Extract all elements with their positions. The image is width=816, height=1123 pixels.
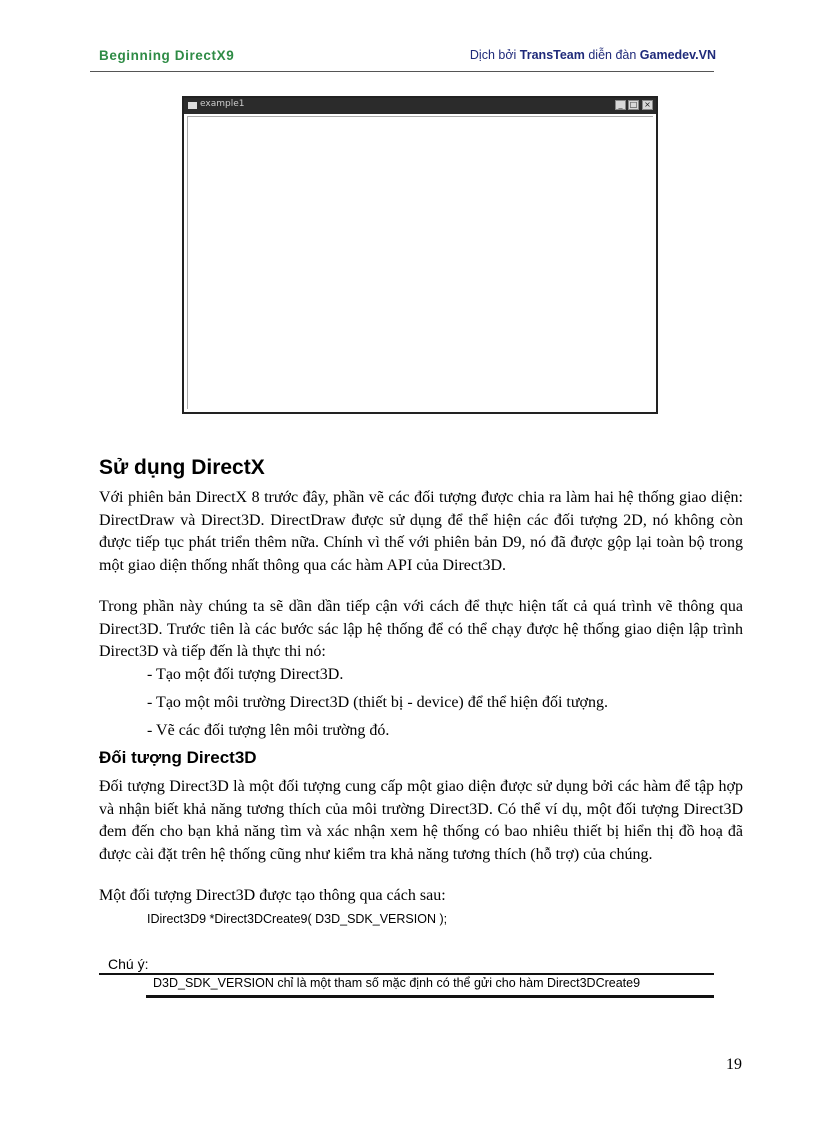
forum-prefix-text: diễn đàn [584,48,640,62]
note-text: D3D_SDK_VERSION chỉ là một tham số mặc định có thể gửi cho hàm Direct3DCreate9 [153,976,641,990]
window-client-area [187,116,653,409]
paragraph-create-object: Một đối tượng Direct3D được tạo thông qua cách sau: [99,887,446,904]
page-number: 19 [726,1056,742,1073]
book-title: Beginning DirectX9 [99,48,235,63]
forum-name: Gamedev.VN [639,48,716,62]
paragraph-direct3d-object: Đối tượng Direct3D là một đối tượng cung cấp một giao diện được sử dụng bởi các hàm để tập hợp và nhận biết khả năng tương thích của môi trường Direct3D. Có thể ví dụ, một đối tượng Direct3D đem đến cho bạn khả năng tìm và xác nhận xem hệ thống có bao nhiêu thiết bị hiển thị đồ hoạ đã được cài đặt trên hệ thống cũng như kiểm tra khả năng tương thích (hỗ trợ) của chúng. [99,778,743,863]
paragraph-approach: Trong phần này chúng ta sẽ dần dần tiếp cận với cách để thực hiện tất cả quá trình vẽ thông qua Direct3D. Trước tiên là các bước sác lập hệ thống để có thể chạy được hệ thống giao diện lập trình Direct3D và tiếp đến là thực thi nó: [99,598,743,661]
list-item: - Tạo một môi trường Direct3D (thiết bị - device) để thể hiện đối tượng. [147,694,608,711]
window-title: example1 [200,99,245,109]
maximize-icon: □ [629,100,638,109]
page-header [99,46,716,68]
window-titlebar [184,98,656,114]
list-item: - Tạo một đối tượng Direct3D. [147,666,344,683]
note-divider-bottom [146,995,714,998]
window-app-icon [188,102,197,109]
section-heading-direct3d-object: Đối tượng Direct3D [99,748,257,767]
note-divider-top [99,973,714,975]
translator-credit [470,48,716,62]
section-heading-using-directx: Sử dụng DirectX [99,456,265,479]
translated-by-text: Dịch bởi [469,48,520,62]
code-snippet: IDirect3D9 *Direct3DCreate9( D3D_SDK_VERSION ); [147,912,448,926]
team-name: TransTeam [519,48,585,62]
paragraph-directx-versions: Với phiên bản DirectX 8 trước đây, phần vẽ các đối tượng được chia ra làm hai hệ thống giao diện: DirectDraw và Direct3D. DirectDraw được sử dụng để thể hiện các đối tượng 2D, nó không còn được tiếp tục phát triển thêm nữa. Chính vì thế với phiên bản D9, nó đã được gộp lại toàn bộ trong một giao diện thống nhất thông qua các hàm API của Direct3D. [99,489,743,574]
example-window-screenshot [182,96,658,414]
close-icon: × [642,100,653,110]
minimize-icon: _ [615,100,626,110]
note-label: Chú ý: [108,956,149,972]
list-item: - Vẽ các đối tượng lên môi trường đó. [147,722,390,739]
header-divider [90,71,714,72]
